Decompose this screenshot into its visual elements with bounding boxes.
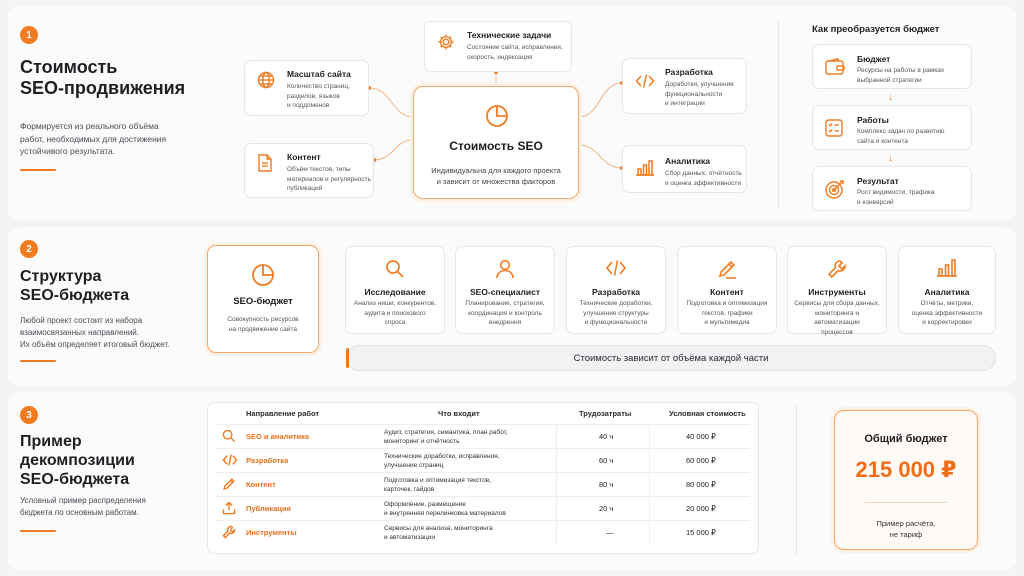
budget-flow-title: Как преобразуется бюджет (812, 24, 940, 35)
pie-chart-icon (485, 104, 509, 133)
divider (796, 405, 797, 555)
budget-part-research: Исследование Анализ ниши, конкурентов, аудита и поискового спроса (345, 246, 445, 334)
table-row: Контент Подготовка и оптимизация текстов, карточек, гайдов 80 ч 80 000 ₽ (216, 472, 750, 496)
code-icon (635, 73, 655, 89)
budget-part-analytics: Аналитика Отчёты, метрики, оценка эффективности и корректировки (898, 246, 996, 334)
section-description: Любой проект состоит из набора взаимосвязанных направлений. Их объём определяет итоговый бюджет. (20, 316, 170, 349)
code-icon (222, 453, 238, 472)
wrench-icon (827, 259, 847, 279)
accent-underline (20, 360, 56, 362)
total-budget-value: 215 000 ₽ (855, 457, 957, 482)
search-icon (222, 429, 236, 448)
code-icon (605, 259, 627, 277)
budget-step-budget: Бюджет Ресурсы на работы в рамках выбранной стратегии (812, 44, 972, 89)
globe-icon (257, 71, 275, 89)
budget-step-result: Результат Рост видимости, трафика и конверсий (812, 166, 972, 211)
pencil-icon (717, 259, 737, 279)
checklist-icon (825, 119, 843, 137)
table-header: Условная стоимость (669, 409, 746, 418)
budget-table (207, 402, 759, 554)
arrow-down-icon: ↓ (888, 153, 893, 164)
arrow-down-icon: ↓ (888, 92, 893, 103)
wrench-icon (222, 525, 236, 544)
section-number: 2 (20, 240, 38, 258)
section-description: Условный пример распределения бюджета по основным работам. (20, 496, 146, 517)
table-row: Инструменты Сервисы для анализа, мониторинга и автоматизации — 15 000 ₽ (216, 520, 750, 544)
cost-note-banner: Стоимость зависит от объёма каждой части (346, 345, 996, 371)
factor-card-development: Разработка Доработки, улучшения функциональности и интеграции (622, 58, 747, 114)
factor-card-analytics: Аналитика Сбор данных, отчётность и оценка эффективности (622, 145, 747, 193)
budget-part-development: Разработка Технические доработки, улучшение структуры и функциональности (566, 246, 666, 334)
gear-icon (437, 33, 455, 51)
factor-card-technical-tasks: Технические задачи Состояние сайта, исправления, скорость, индексация (424, 21, 572, 72)
section-title: Стоимость SEO-продвижения (20, 57, 186, 98)
section-number: 3 (20, 406, 38, 424)
table-header: Направление работ (246, 409, 320, 418)
budget-part-content: Контент Подготовка и оптимизация текстов, графики и мультимедиа (677, 246, 777, 334)
factor-card-content: Контент Объём текстов, типы материалов и регулярность публикаций (244, 143, 374, 198)
pie-chart-icon (251, 263, 275, 292)
bar-chart-icon (635, 160, 655, 176)
budget-part-tools: Инструменты Сервисы для сбора данных, мониторинга и автоматизации процессов (787, 246, 887, 334)
table-row: SEO и аналитика Аудит, стратегия, семантика, план работ, мониторинг и отчётность 40 ч 40 000 ₽ (216, 424, 750, 448)
table-header: Трудозатраты (579, 409, 632, 418)
section-title: Пример декомпозиции SEO-бюджета (20, 433, 135, 488)
pencil-icon (222, 477, 236, 496)
user-icon (495, 259, 515, 279)
section-description: Формируется из реального объёма работ, необходимых для достижения устойчивого результата. (20, 121, 167, 156)
seo-budget-main-card: SEO-бюджет Совокупность ресурсов на продвижение сайта (207, 245, 319, 353)
accent-underline (20, 530, 56, 532)
wallet-icon (825, 58, 845, 75)
table-row: Публикация Оформление, размещение и внутренняя перелинковка материалов 20 ч 20 000 ₽ (216, 496, 750, 520)
accent-underline (20, 169, 56, 171)
document-icon (257, 154, 273, 172)
budget-step-works: Работы Комплекс задач по развитию сайта и контента (812, 105, 972, 150)
section-number: 1 (20, 26, 38, 44)
table-row: Разработка Технические доработки, исправления, улучшение страниц 60 ч 60 000 ₽ (216, 448, 750, 472)
divider (778, 20, 779, 210)
bar-chart-icon (936, 259, 958, 277)
budget-part-seo-specialist: SEO-специалист Планирование, стратегия, координация и контроль внедрения (455, 246, 555, 334)
search-icon (385, 259, 405, 279)
target-icon (825, 179, 845, 199)
accent-marker (346, 348, 349, 368)
center-seo-cost-card: Стоимость SEO Индивидуальна для каждого проекта и зависит от множества факторов (413, 86, 579, 199)
section-title: Структура SEO-бюджета (20, 268, 130, 304)
table-header: Что входит (438, 409, 480, 418)
factor-card-site-scale: Масштаб сайта Количество страниц, разделов, языков и поддоменов (244, 60, 369, 116)
upload-icon (222, 501, 236, 520)
divider (865, 502, 947, 503)
total-budget-card: Общий бюджет 215 000 ₽ Пример расчёта, не тариф (834, 410, 978, 550)
